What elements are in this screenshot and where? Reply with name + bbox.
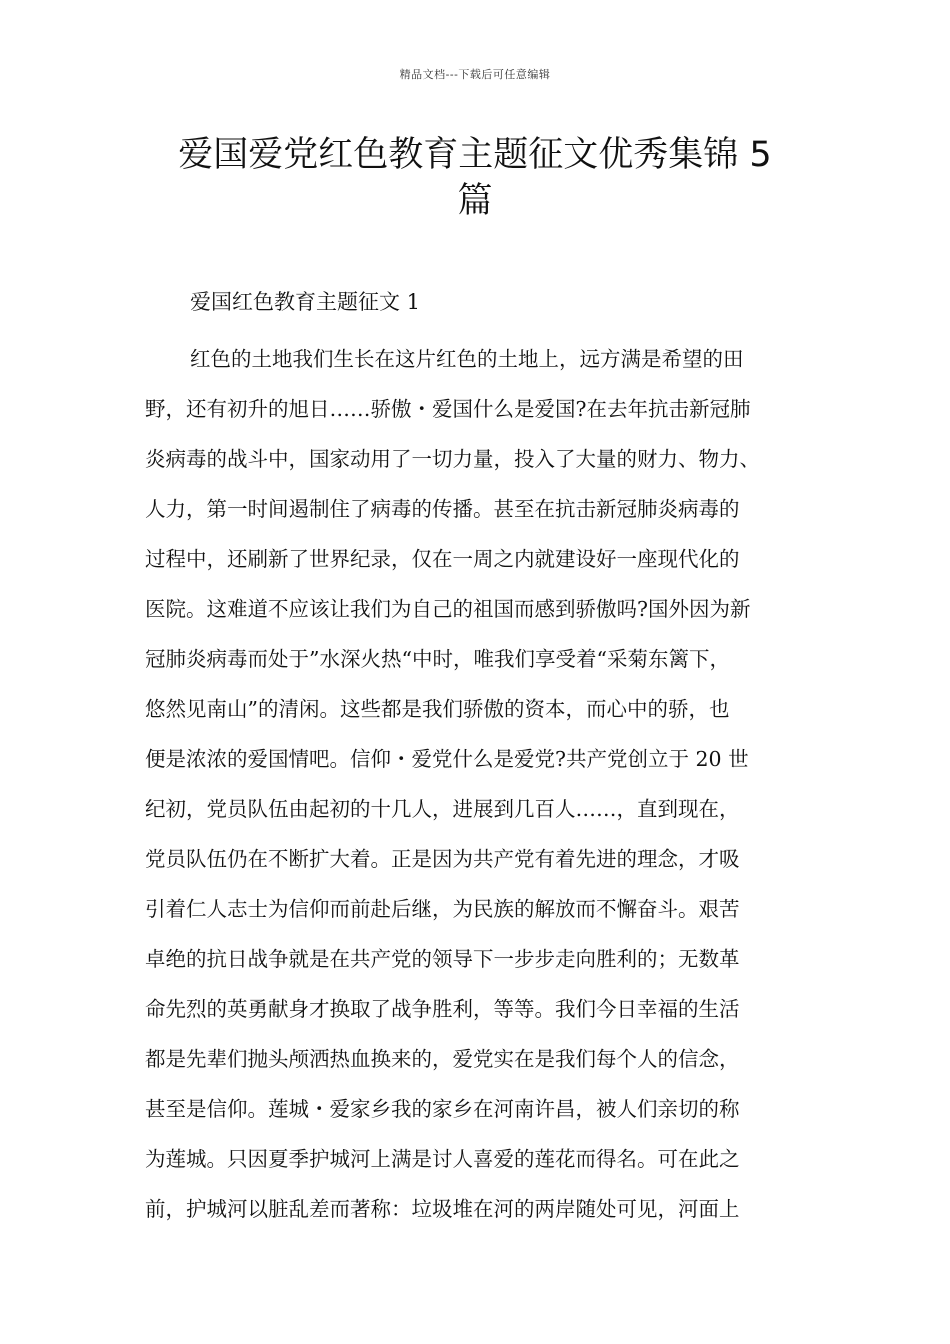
header-note: 精品文档---下载后可任意编辑 (399, 68, 551, 81)
body-line: 前，护城河以脏乱差而著称：垃圾堆在河的两岸随处可见，河面上 (145, 1197, 740, 1221)
body-line: 命先烈的英勇献身才换取了战争胜利，等等。我们今日幸福的生活 (145, 997, 740, 1021)
document-title (140, 132, 810, 224)
body-line: 冠肺炎病毒而处于”水深火热“中时，唯我们享受着“采菊东篱下， (145, 647, 730, 671)
body-line: 炎病毒的战斗中，国家动用了一切力量，投入了大量的财力、物力、 (145, 447, 760, 471)
body-line: 纪初，党员队伍由起初的十几人，进展到几百人……，直到现在， (145, 797, 740, 821)
body-line: 便是浓浓的爱国情吧。信仰・爱党什么是爱党?共产党创立于 20 世 (145, 747, 749, 771)
body-line: 引着仁人志士为信仰而前赴后继，为民族的解放而不懈奋斗。艰苦 (145, 897, 740, 921)
section-heading: 爱国红色教育主题征文 1 (190, 290, 421, 314)
body-line: 卓绝的抗日战争就是在共产党的领导下一步步走向胜利的；无数革 (145, 947, 740, 971)
body-line: 红色的土地我们生长在这片红色的土地上，远方满是希望的田 (190, 347, 744, 371)
body-line: 过程中，还刷新了世界纪录，仅在一周之内就建设好一座现代化的 (145, 547, 740, 571)
body-line: 甚至是信仰。莲城・爱家乡我的家乡在河南许昌，被人们亲切的称 (145, 1097, 740, 1121)
body-line: 人力，第一时间遏制住了病毒的传播。甚至在抗击新冠肺炎病毒的 (145, 497, 740, 521)
body-line: 都是先辈们抛头颅洒热血换来的，爱党实在是我们每个人的信念， (145, 1047, 740, 1071)
body-line: 为莲城。只因夏季护城河上满是讨人喜爱的莲花而得名。可在此之 (145, 1147, 740, 1171)
body-line: 党员队伍仍在不断扩大着。正是因为共产党有着先进的理念，才吸 (145, 847, 740, 871)
body-line: 医院。这难道不应该让我们为自己的祖国而感到骄傲吗?国外因为新 (145, 597, 751, 621)
title-line-2: 篇 (457, 181, 493, 221)
body-paragraph (145, 334, 845, 1234)
body-line: 野，还有初升的旭日……骄傲・爱国什么是爱国?在去年抗击新冠肺 (145, 397, 751, 421)
title-line-1: 爱国爱党红色教育主题征文优秀集锦 5 (178, 135, 772, 175)
body-line: 悠然见南山”的清闲。这些都是我们骄傲的资本，而心中的骄，也 (145, 697, 730, 721)
